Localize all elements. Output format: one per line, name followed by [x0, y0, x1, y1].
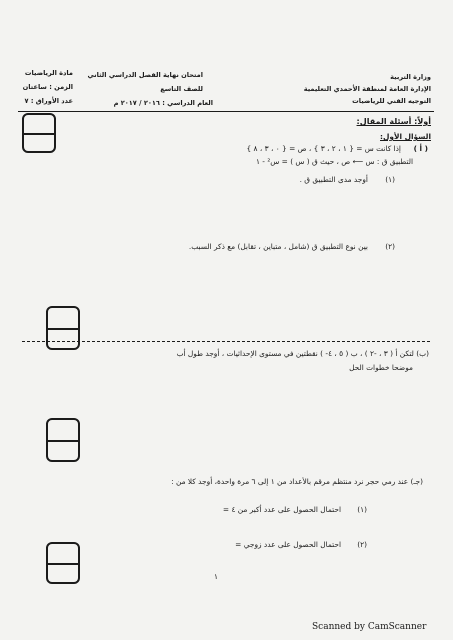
question-a-line2: التطبيق ق : س ⟵ ص ، حيث ق ( س ) = س² - ١ — [255, 157, 413, 166]
scanner-watermark: Scanned by CamScanner — [312, 622, 427, 632]
header-exam-title: امتحان نهاية الفصل الدراسي الثاني — [87, 71, 203, 79]
question-c-line1: (جـ) عند رمي حجر نرد منتظم مرقم بالأعداد من ١ إلى ٦ مرة واحدة، أوجد كلا من : — [171, 477, 423, 486]
question-a-line1: إذا كانت س = { ١ ، ٢ ، ٣ } ، ص = { ٠ ، ٣ ، ٨ } — [246, 144, 401, 153]
question-c-part1-text: احتمال الحصول على عدد أكبر من ٤ = — [222, 505, 341, 514]
question-c-part2-text: احتمال الحصول على عدد زوجي = — [235, 540, 341, 549]
score-box — [46, 306, 80, 350]
page-number: ١ — [214, 572, 218, 581]
question-a-part1-number: (١) — [385, 175, 395, 184]
header-grade: للصف التاسع — [160, 85, 203, 93]
question-a-label: ( أ ) — [413, 144, 428, 153]
question-b-line2: موضحا خطوات الحل — [349, 363, 413, 372]
question-c-part1-number: (١) — [357, 505, 367, 514]
header-rule — [18, 111, 434, 112]
question-a-part2-text: بين نوع التطبيق ق (شامل ، متباين ، تقابل) مع ذكر السبب. — [188, 242, 368, 251]
score-box — [22, 113, 56, 153]
question-c-part2-number: (٢) — [357, 540, 367, 549]
score-box — [46, 418, 80, 462]
header-supervision: التوجيه الفني للرياضيات — [352, 97, 431, 105]
header-time: الزمن : ساعتان — [22, 83, 73, 91]
question-b-line1: (ب) لتكن أ ( ٣ ، -٢ ) ، ب ( ٥ ، ٤- ) نقطتين في مستوى الإحداثيات ، أوجد طول أب — [176, 349, 429, 358]
section-divider — [22, 341, 430, 342]
section-title: أولاً: أسئلة المقال: — [356, 117, 431, 126]
header-year: العام الدراسي : ٢٠١٦ / ٢٠١٧ م — [113, 99, 213, 107]
header-ministry: وزارة التربية — [390, 73, 431, 81]
question-title: السؤال الأول: — [380, 132, 431, 141]
question-a-part1-text: أوجد مدى التطبيق ق . — [299, 175, 368, 184]
question-a-part2-number: (٢) — [385, 242, 395, 251]
header-subject: مادة الرياضيات — [24, 69, 73, 77]
header-directorate: الإدارة العامة لمنطقة الأحمدي التعليمية — [303, 85, 431, 93]
header-pages: عدد الأوراق : ٧ — [24, 97, 73, 105]
score-box — [46, 542, 80, 584]
